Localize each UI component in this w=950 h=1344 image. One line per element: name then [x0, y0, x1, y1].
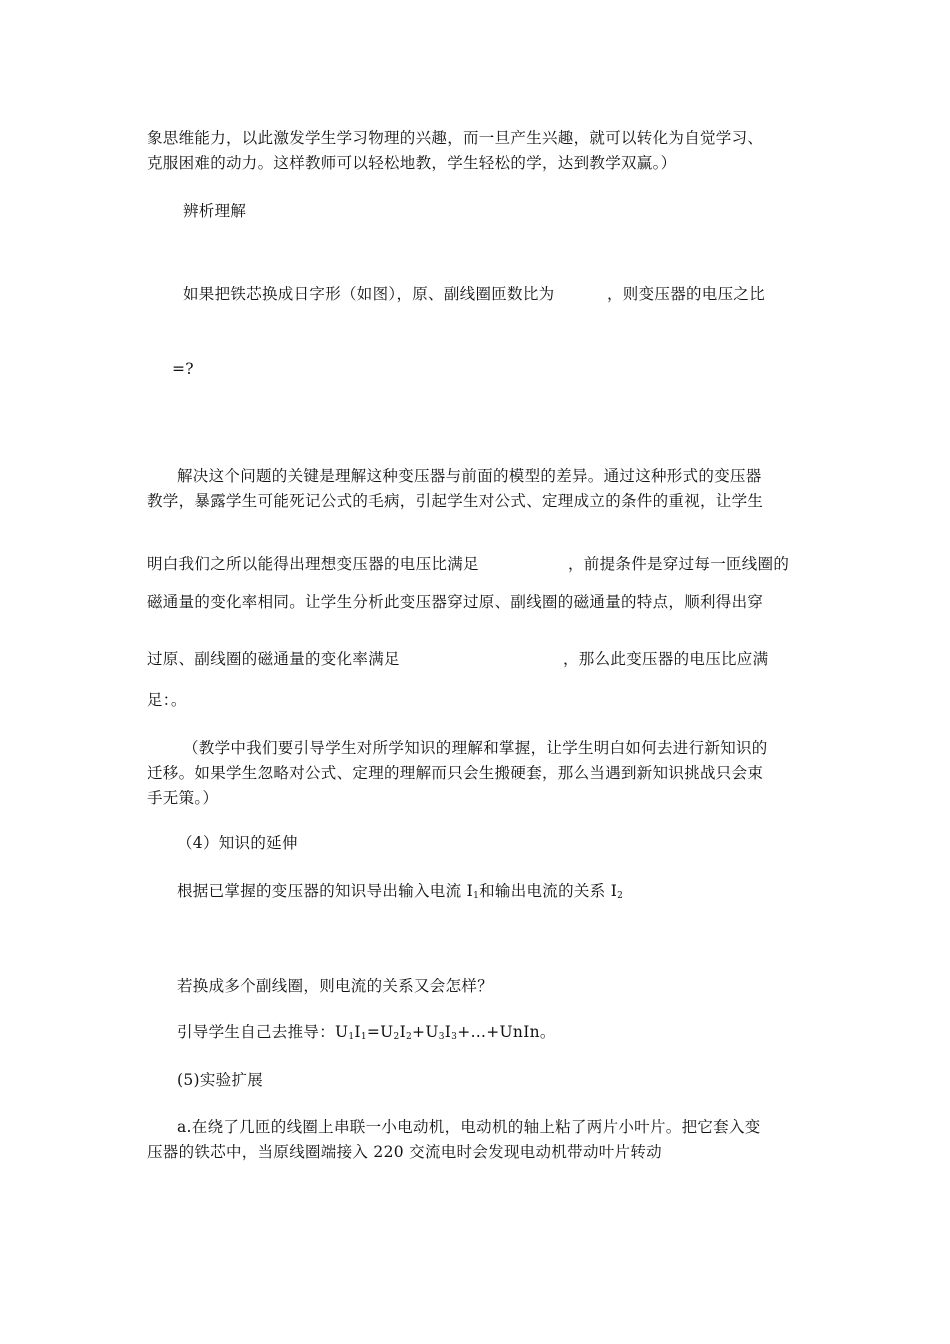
question-text: 如果把铁芯换成日字形（如图），原、副线圈匝数比为	[183, 285, 555, 303]
section-heading: （4）知识的延伸	[177, 834, 298, 852]
subscript: 3	[451, 1032, 458, 1042]
question-text: ，则变压器的电压之比	[607, 285, 766, 303]
paragraph-line: （教学中我们要引导学生对所学知识的理解和掌握，让学生明白如何去进行新知识的	[183, 739, 768, 757]
derive-part: 根据已掌握的变压器的知识导出输入电流 I	[177, 882, 474, 900]
formula-part: +U	[412, 1023, 439, 1041]
section-heading: 辨析理解	[183, 202, 247, 220]
subscript: 3	[438, 1032, 445, 1042]
paragraph-line: 教学，暴露学生可能死记公式的毛病，引起学生对公式、定理成立的条件的重视，让学生	[147, 492, 764, 510]
paragraph-line: a.在绕了几匝的线圈上串联一小电动机，电动机的轴上粘了两片小叶片。把它套入变	[177, 1118, 761, 1136]
paragraph-line: 克服困难的动力。这样教师可以轻松地教，学生轻松的学，达到教学双赢。）	[147, 154, 677, 172]
paragraph-line: 解决这个问题的关键是理解这种变压器与前面的模型的差异。通过这种形式的变压器	[177, 467, 762, 485]
formula-part: I	[444, 1023, 452, 1041]
subscript: 2	[617, 891, 624, 901]
formula-text	[177, 1022, 556, 1042]
question-text: =?	[172, 360, 194, 378]
subscript: 1	[360, 1032, 367, 1042]
formula-part: =U	[366, 1023, 394, 1041]
paragraph-line: 磁通量的变化率相同。让学生分析此变压器穿过原、副线圈的磁通量的特点，顺利得出穿	[147, 593, 764, 611]
paragraph-line: ，前提条件是穿过每一匝线圈的	[568, 555, 790, 573]
section-heading: (5)实验扩展	[177, 1071, 264, 1089]
paragraph-line: 过原、副线圈的磁通量的变化率满足	[147, 650, 400, 668]
derive-part: 和输出电流的关系 I	[479, 882, 618, 900]
formula-part: I	[354, 1023, 361, 1041]
paragraph-line: 迁移。如果学生忽略对公式、定理的理解而只会生搬硬套，那么当遇到新知识挑战只会束	[147, 764, 764, 782]
formula-part: 引导学生自己去推导：U	[177, 1023, 349, 1041]
paragraph-line: 手无策。）	[147, 789, 219, 807]
paragraph-line: 足：。	[147, 691, 187, 709]
derive-text	[177, 881, 623, 901]
formula-part: I	[399, 1023, 406, 1041]
paragraph-line: 象思维能力，以此激发学生学习物理的兴趣，而一旦产生兴趣，就可以转化为自觉学习、	[147, 129, 764, 147]
subscript: 1	[348, 1032, 355, 1042]
subscript: 2	[406, 1032, 413, 1042]
formula-part: +…+UnIn。	[457, 1023, 556, 1041]
subscript: 1	[473, 891, 480, 901]
paragraph-line: ，那么此变压器的电压比应满	[563, 650, 769, 668]
paragraph-line: 明白我们之所以能得出理想变压器的电压比满足	[147, 555, 479, 573]
paragraph-line: 压器的铁芯中，当原线圈端接入 220 交流电时会发现电动机带动叶片转动	[147, 1143, 662, 1161]
subscript: 2	[393, 1032, 400, 1042]
question-text: 若换成多个副线圈，则电流的关系又会怎样？	[177, 977, 494, 995]
